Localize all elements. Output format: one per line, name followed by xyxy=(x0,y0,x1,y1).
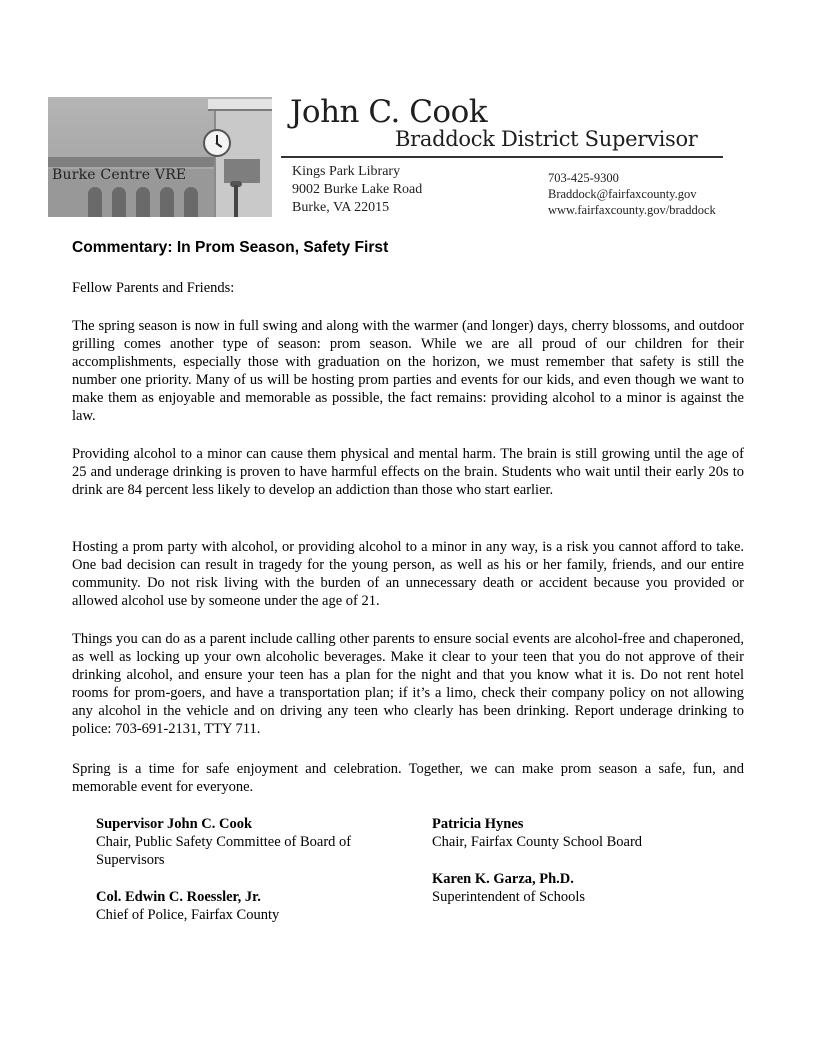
signatory-role: Chief of Police, Fairfax County xyxy=(96,907,280,923)
supervisor-name: John C. Cook xyxy=(290,94,488,130)
signatory-role: Chair, Fairfax County School Board xyxy=(432,834,643,850)
header-divider xyxy=(281,156,723,158)
commentary-headline: Commentary: In Prom Season, Safety First xyxy=(72,239,389,256)
photo-arch xyxy=(112,187,126,217)
email-address: Braddock@fairfaxcounty.gov xyxy=(548,187,697,201)
clock-tower-window xyxy=(224,159,260,183)
clock-tower-cap xyxy=(208,99,272,111)
address-line: 9002 Burke Lake Road xyxy=(292,182,423,197)
website-url: www.fairfaxcounty.gov/braddock xyxy=(548,203,716,217)
body-paragraph: Hosting a prom party with alcohol, or providing alcohol to a minor in any way, is a risk you cannot afford to take. One bad decision can result in tragedy for the young person, as well as his or her family, friends, and our entire community. Do not risk living with the burden of an unnecessary death or accident because you provided or allowed alcohol use by someone under the age of 21. xyxy=(72,539,744,610)
supervisor-title: Braddock District Supervisor xyxy=(395,127,698,151)
photo-sign-text: Burke Centre VRE xyxy=(52,167,187,183)
photo-arch xyxy=(184,187,198,217)
signatory-role: Chair, Public Safety Committee of Board of Supervisors xyxy=(96,834,352,868)
signature-block xyxy=(432,815,752,851)
lamp-post xyxy=(234,185,238,217)
office-contact xyxy=(548,170,716,218)
phone-number: 703-425-9300 xyxy=(548,171,619,185)
photo-arch xyxy=(136,187,150,217)
body-paragraph: The spring season is now in full swing and along with the warmer (and longer) days, cherry blossoms, and outdoor grilling comes another type of season: prom season. While we are all proud of our children for their accomplishments, especially those with graduation on the horizon, we must remember that safety is still the number one priority. Many of us will be hosting prom parties and events for our kids, and even though we want to make them as enjoyable and memorable as possible, the fact remains: providing alcohol to a minor is against the law. xyxy=(72,318,744,425)
signature-block xyxy=(96,815,416,869)
body-paragraph: Providing alcohol to a minor can cause them physical and mental harm. The brain is still growing until the age of 25 and underage drinking is proven to have harmful effects on the brain. Students who wait until their early 20s to drink are 84 percent less likely to develop an addiction than those who start earlier. xyxy=(72,446,744,499)
signature-block xyxy=(432,870,752,906)
address-line: Burke, VA 22015 xyxy=(292,200,390,215)
signatory-name: Karen K. Garza, Ph.D. xyxy=(432,871,574,887)
photo-arch xyxy=(88,187,102,217)
body-paragraph: Spring is a time for safe enjoyment and celebration. Together, we can make prom season a safe, fun, and memorable event for everyone. xyxy=(72,761,744,796)
address-line: Kings Park Library xyxy=(292,164,401,179)
signature-block xyxy=(96,888,416,924)
clock-icon xyxy=(203,129,231,157)
office-address xyxy=(292,163,422,217)
signatory-role: Superintendent of Schools xyxy=(432,889,586,905)
header-photo xyxy=(48,97,272,217)
signatory-name: Supervisor John C. Cook xyxy=(96,816,253,832)
salutation: Fellow Parents and Friends: xyxy=(72,280,235,296)
signatory-name: Col. Edwin C. Roessler, Jr. xyxy=(96,889,261,905)
signatory-name: Patricia Hynes xyxy=(432,816,524,832)
photo-arch xyxy=(160,187,174,217)
body-paragraph: Things you can do as a parent include calling other parents to ensure social events are alcohol-free and chaperoned, as well as locking up your own alcoholic beverages. Make it clear to your teen that you do not approve of their drinking alcohol, and ensure your teen has a plan for the night and that you know what it is. Do not rent hotel rooms for prom-goers, and have a transportation plan; if it’s a limo, check their company policy on not allowing any alcohol in the vehicle and on driving any teen who clearly has been drinking. Report underage drinking to police: 703-691-2131, TTY 711. xyxy=(72,631,744,738)
